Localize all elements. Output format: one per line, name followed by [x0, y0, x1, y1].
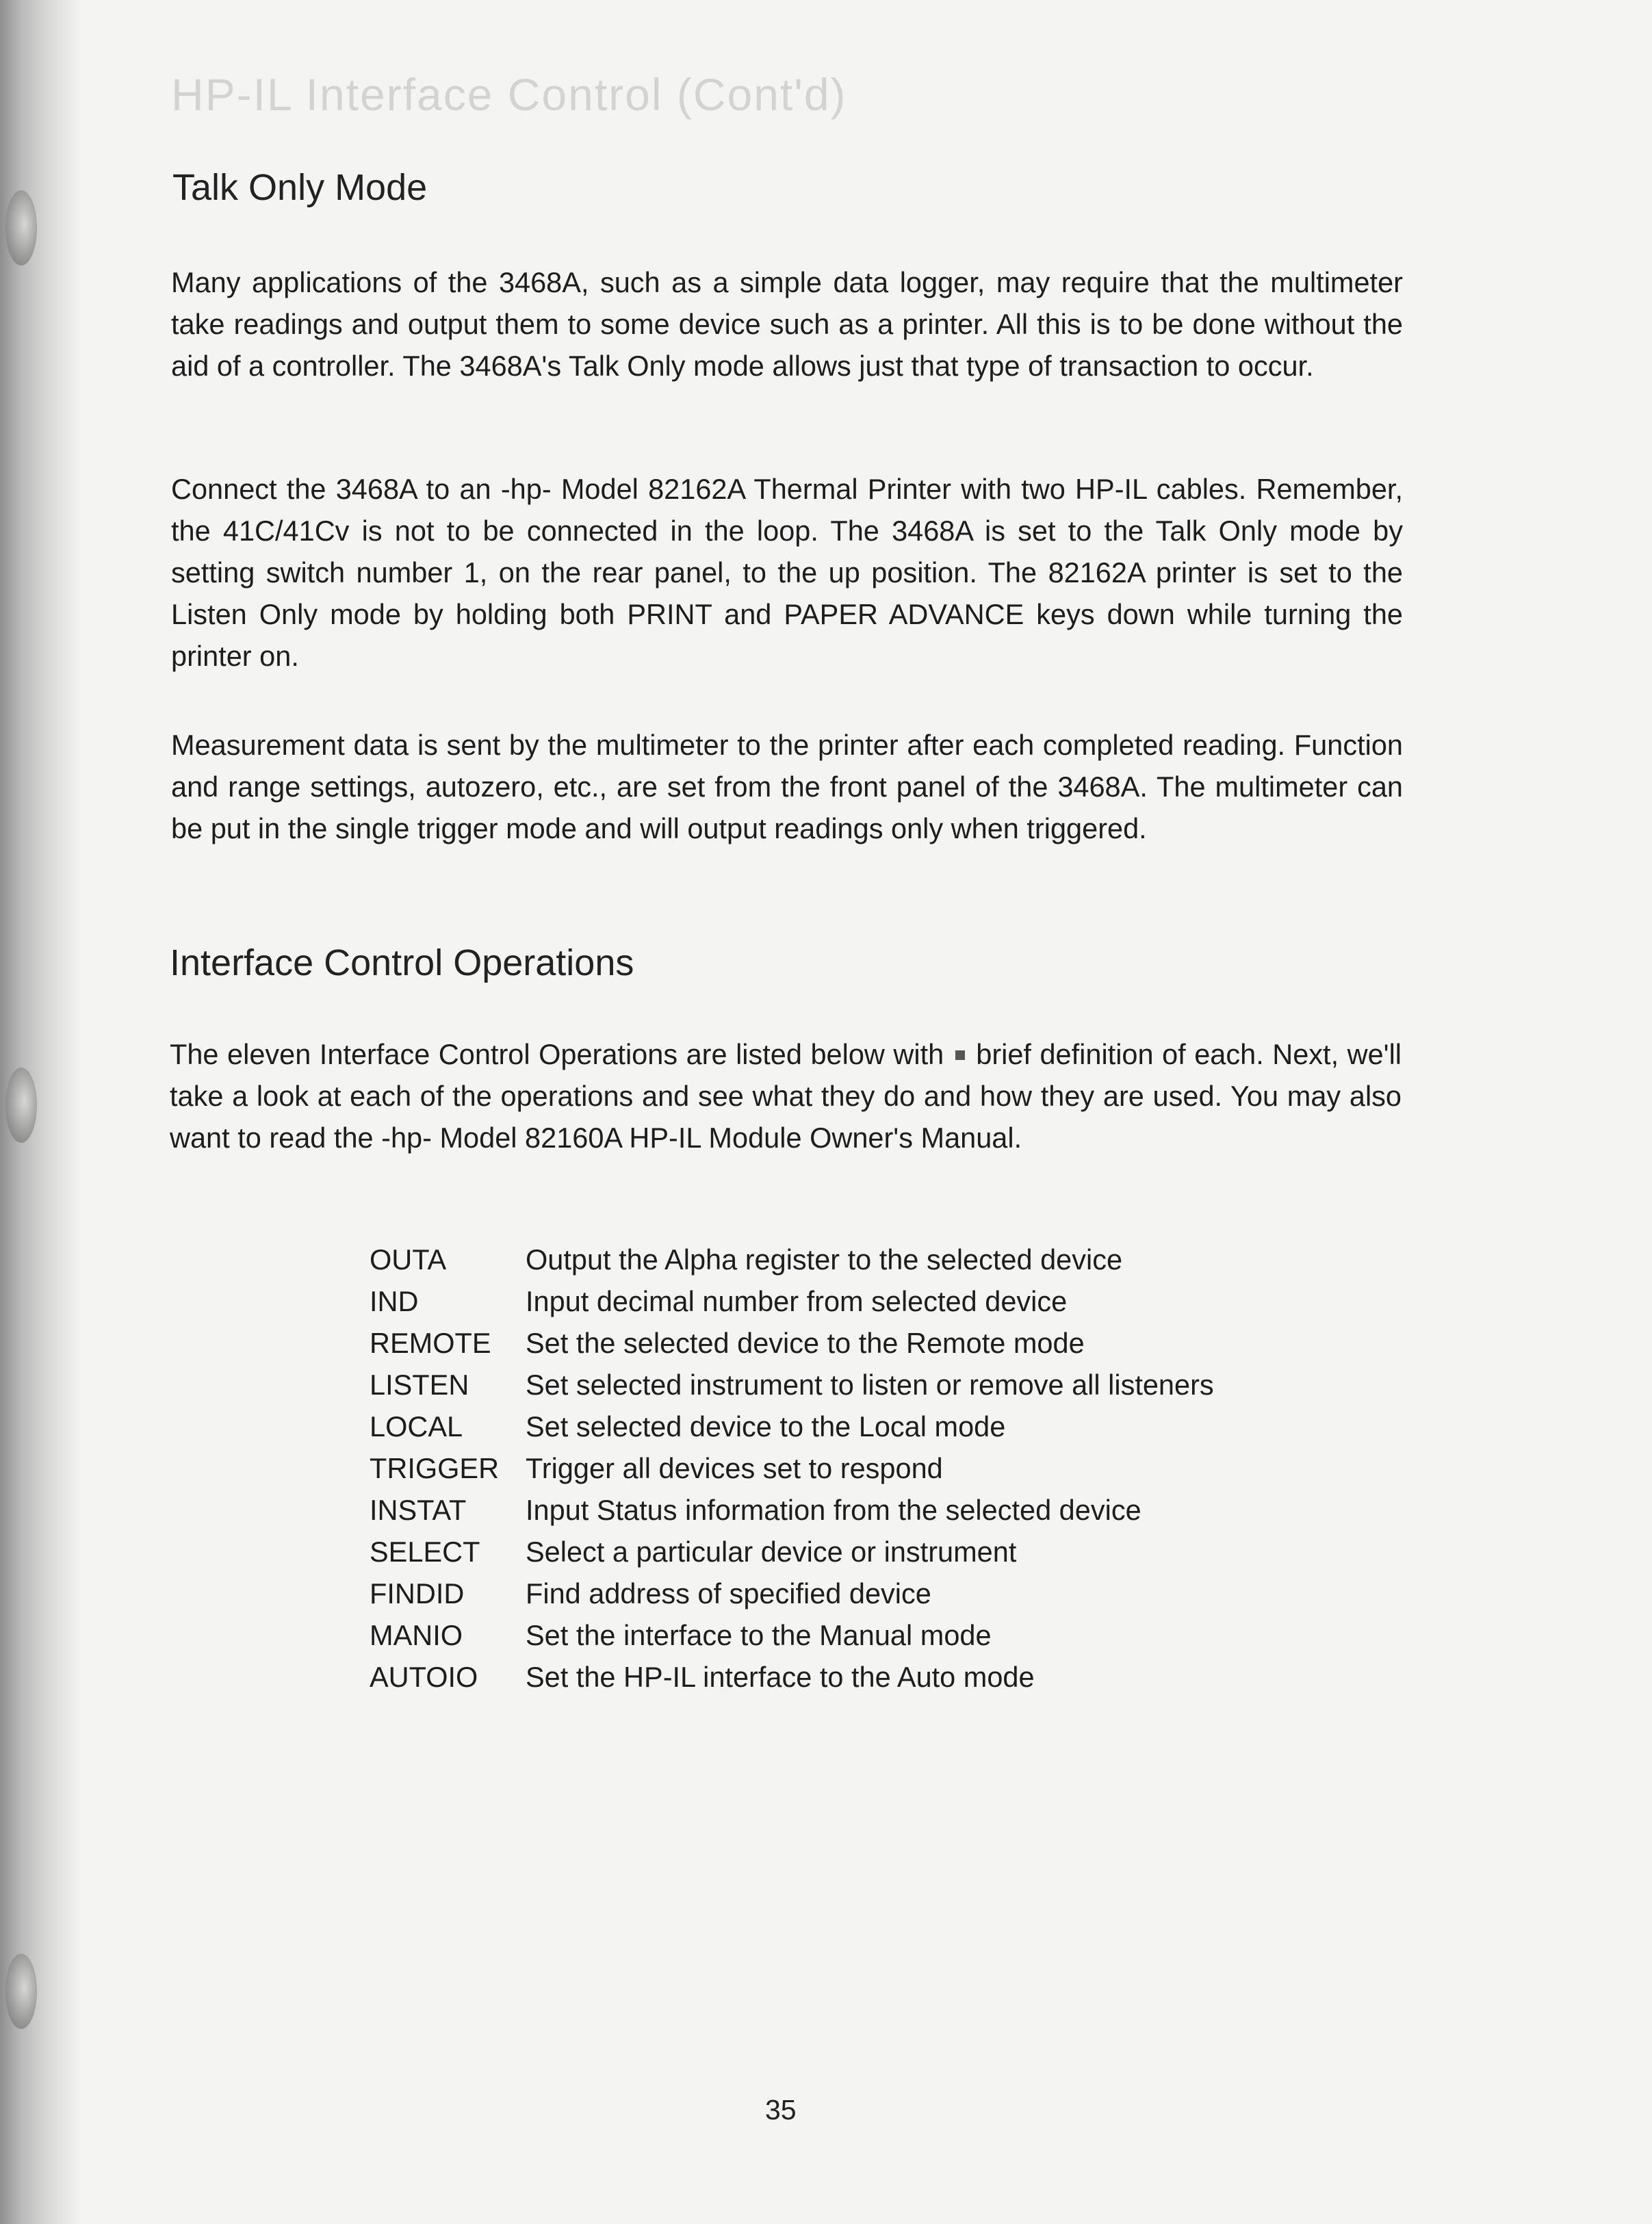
- paragraph: Connect the 3468A to an -hp- Model 82162A Thermal Printer with two HP-IL cables. Remember, the 41C/41Cv is not to be connected in the loop. The 3468A is set to the Talk Only mode by setting switch number 1, on the rear panel, to the up position. The 82162A printer is set to the Listen Only mode by holding both PRINT and PAPER ADVANCE keys down while turning the printer on.: [171, 473, 1403, 672]
- square-bullet-icon: [955, 1050, 965, 1060]
- list-item: [370, 1614, 1214, 1656]
- operation-name: IND: [370, 1285, 419, 1317]
- operation-description: Trigger all devices set to respond: [526, 1452, 943, 1484]
- operation-description: Select a particular device or instrument: [526, 1536, 1017, 1568]
- operation-description: Set the HP-IL interface to the Auto mode: [526, 1661, 1035, 1693]
- list-item: [370, 1656, 1214, 1698]
- operation-description: Set selected instrument to listen or remove all listeners: [526, 1369, 1214, 1401]
- intro-text-end: brief definition of each. Next, we'll take a look at each of the operations and see what they do and how they are used. You may also want to read the -hp- Model 82160A HP-IL Module Owner's Manual.: [170, 1038, 1402, 1154]
- operation-name: SELECT: [370, 1536, 480, 1568]
- binder-ring: [5, 1954, 37, 2029]
- list-item: [370, 1322, 1214, 1364]
- operation-name: OUTA: [370, 1243, 447, 1276]
- operation-name: LOCAL: [370, 1410, 463, 1443]
- operation-description: Set selected device to the Local mode: [526, 1410, 1006, 1443]
- operation-name: MANIO: [370, 1619, 463, 1651]
- operation-name: TRIGGER: [370, 1452, 500, 1484]
- list-item: [370, 1364, 1214, 1406]
- operation-name: INSTAT: [370, 1494, 467, 1526]
- intro-text-start: The eleven Interface Control Operations are listed below with: [170, 1038, 944, 1070]
- operation-description: Output the Alpha register to the selected device: [526, 1243, 1123, 1276]
- page-title: HP-IL Interface Control (Cont'd): [171, 69, 847, 120]
- binder-ring: [5, 190, 37, 266]
- list-item: [370, 1406, 1214, 1447]
- operation-name: FINDID: [370, 1577, 465, 1609]
- operation-description: Set the selected device to the Remote mode: [526, 1327, 1085, 1359]
- paragraph: Measurement data is sent by the multimeter to the printer after each completed reading. Function and range settings, autozero, etc., are set from the front panel of the 3468A. The multimeter can be put in the single trigger mode and will output readings only when triggered.: [171, 729, 1403, 844]
- list-item: [370, 1573, 1214, 1614]
- list-item: [370, 1489, 1214, 1531]
- binding-edge: [0, 0, 82, 2224]
- operations-list: [370, 1239, 1214, 1698]
- intro-paragraph: [170, 1033, 1402, 1159]
- operation-description: Input decimal number from selected device: [526, 1285, 1068, 1317]
- list-item: [370, 1531, 1214, 1573]
- operation-description: Input Status information from the selected device: [526, 1494, 1141, 1526]
- section-heading-talk-only: Talk Only Mode: [172, 167, 428, 208]
- operation-description: Set the interface to the Manual mode: [526, 1619, 992, 1651]
- page-number: 35: [765, 2094, 797, 2125]
- paragraph: Many applications of the 3468A, such as a simple data logger, may require that the multimeter take readings and output them to some device such as a printer. All this is to be done without the aid of a controller. The 3468A's Talk Only mode allows just that type of transaction to occur.: [171, 266, 1403, 382]
- binder-ring: [5, 1068, 37, 1143]
- operation-name: AUTOIO: [370, 1661, 478, 1693]
- list-item: [370, 1447, 1214, 1489]
- operation-description: Find address of specified device: [526, 1577, 931, 1609]
- list-item: [370, 1280, 1214, 1322]
- operation-name: LISTEN: [370, 1369, 469, 1401]
- section-heading-interface-ops: Interface Control Operations: [170, 942, 634, 983]
- operation-name: REMOTE: [370, 1327, 491, 1359]
- list-item: [370, 1239, 1214, 1280]
